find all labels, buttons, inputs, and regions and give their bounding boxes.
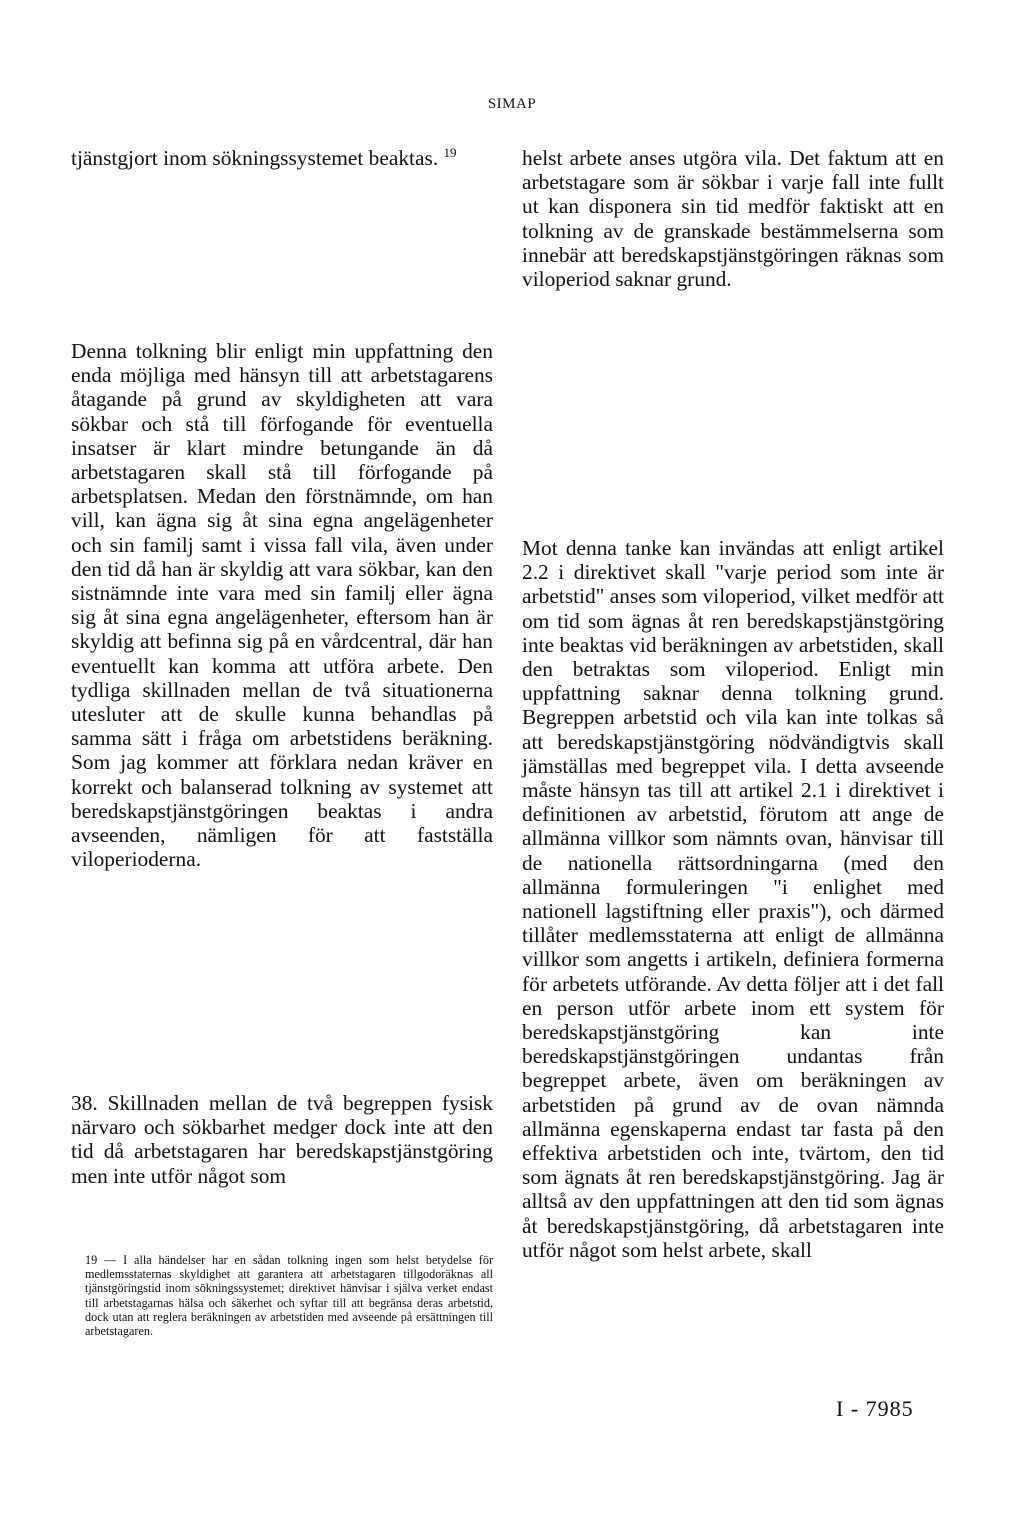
left-column-bottom — [71, 1091, 493, 1188]
paragraph: helst arbete anses utgöra vila. Det faktum att en arbetstagare som är sökbar i varje fall inte fullt ut kan disponera sin tid medför faktiskt att en tolkning av de granskade bestämmelserna som innebär att beredskapstjänstgöringen räknas som viloperiod saknar grund. — [522, 146, 944, 292]
footnote-text: — I alla händelser har en sådan tolkning ingen som helst betydelse för medlemsstaternas skyldighet att garantera att arbetstagaren tillgodoräknas all tjänstgöringstid inom sökningssystemet; direktivet hänvisar i själva verket endast till arbetstagarnas hälsa och säkerhet och syftar till att begränsa deras arbetstid, dock utan att reglera beräkningen av arbetstiden med avseende på ersättningen till arbetstagaren. — [85, 1253, 494, 1339]
running-header: SIMAP — [487, 96, 537, 112]
paragraph-38: 38. Skillnaden mellan de två begreppen fysisk närvaro och sökbarhet medger dock inte att den tid då arbetstagaren har beredskapstjänstgöring men inte utför något som — [71, 1091, 493, 1188]
paragraph-text: tjänstgjort inom sökningssystemet beaktas. — [71, 146, 439, 170]
paragraph — [71, 146, 493, 170]
right-column-top — [522, 146, 944, 291]
left-column-top — [71, 146, 493, 170]
page-number: I - 7985 — [836, 1396, 914, 1421]
paragraph: Mot denna tanke kan invändas att enligt artikel 2.2 i direktivet skall "varje period som inte är arbetstid" anses som viloperiod, vilket medför att om tid som ägnas åt ren beredskapstjänstgöring inte beaktas vid beräkningen av arbetstiden, skall den betraktas som viloperiod. Enligt min uppfattning saknar denna tolkning grund. Begreppen arbetstid och vila kan inte tolkas så att beredskapstjänstgöring nödvändigtvis skall jämställas med begreppet vila. I detta avseende måste hänsyn tas till att artikel 2.1 i direktivet i definitionen av arbetstid, förutom att ange de allmänna villkor som nämnts ovan, hänvisar till de nationella rättsordningarna (med den allmänna formuleringen "i enlighet med nationell lagstiftning eller praxis"), och därmed tillåter medlemsstaterna att enligt de allmänna villkor som angetts i artikeln, definiera formerna för arbetets utförande. Av detta följer att i det fall en person utför arbete inom ett system för beredskapstjänstgöring kan inte beredskapstjänstgöringen undantas från begreppet arbete, även om beräkningen av arbetstiden på grund av de ovan nämnda allmänna egenskaperna endast tar fasta på den effektiva arbetstiden och inte, tvärtom, den tid som ägnats åt ren beredskapstjänstgöring. Jag är alltså av den uppfattningen att den tid som ägnas åt beredskapstjänstgöring, då arbetstagaren inte utför något som helst arbete, skall — [522, 536, 944, 1262]
footnote-reference: 19 — [443, 144, 457, 160]
paragraph: Denna tolkning blir enligt min uppfattning den enda möjliga med hänsyn till att arbetstagarens åtagande på grund av skyldigheten att vara sökbar och stå till förfogande för eventuella insatser är klart mindre betungande än då arbetstagaren skall stå till förfogande på arbetsplatsen. Medan den förstnämnde, om han vill, kan ägna sig åt sina egna angelägenheter och sin familj samt i vissa fall vila, även under den tid då han är skyldig att vara sökbar, kan den sistnämnde inte vara med sin familj eller ägna sig åt sina egna angelägenheter, eftersom han är skyldig att befinna sig på en vårdcentral, där han eventuellt kan komma att utföra arbete. Den tydliga skillnaden mellan de två situationerna utesluter att de skulle kunna behandlas på samma sätt i fråga om arbetstidens beräkning. Som jag kommer att förklara nedan kräver en korrekt och balanserad tolkning av systemet att beredskapstjänstgöringen beaktas i andra avseenden, nämligen för att fastställa viloperioderna. — [71, 339, 493, 872]
left-column-middle — [71, 339, 493, 871]
footnote-number: 19 — [85, 1253, 98, 1267]
footnote-19 — [85, 1253, 493, 1338]
right-column-main — [522, 536, 944, 1262]
